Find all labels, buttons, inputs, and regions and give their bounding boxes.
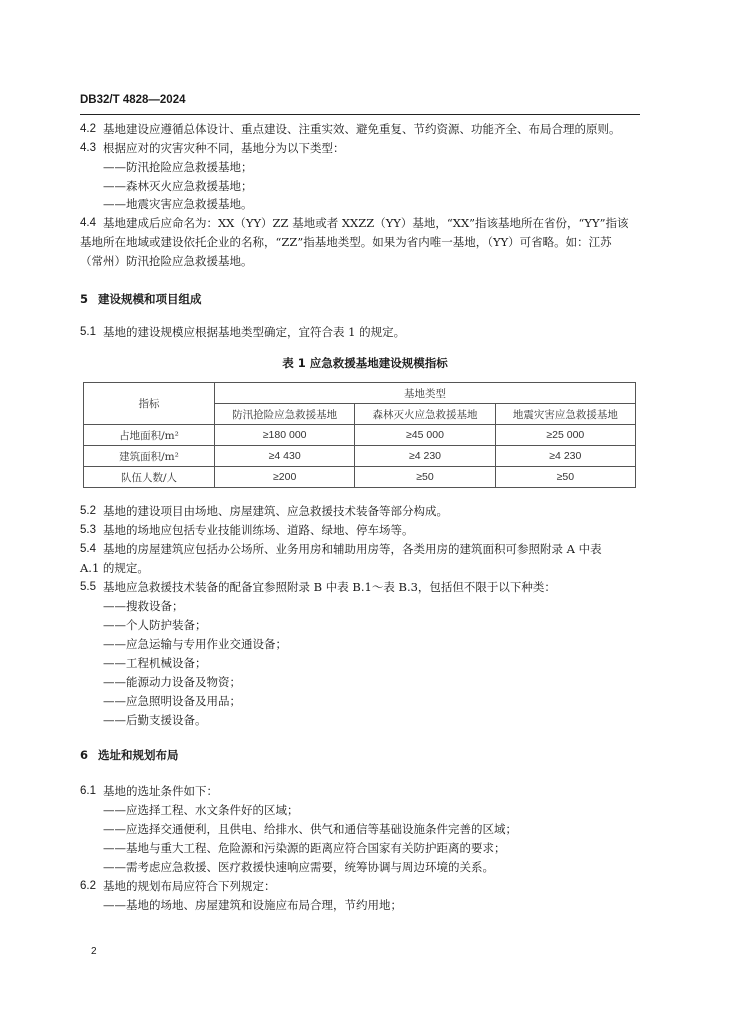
list-item: ——能源动力设备及物资； (103, 675, 241, 689)
clause-4-2-number: 4.2 (80, 123, 96, 135)
list-item: ——应选择交通便利，且供电、给排水、供气和通信等基础设施条件完善的区域； (103, 822, 517, 836)
table-cell: ≥45 000 (355, 425, 495, 446)
table-cell: ≥50 (495, 467, 635, 488)
list-item: ——地震灾害应急救援基地。 (103, 197, 253, 211)
list-item: ——基地的场地、房屋建筑和设施应布局合理，节约用地； (103, 898, 402, 912)
list-item: ——应选择工程、水文条件好的区域； (103, 803, 299, 817)
table-header-type-flood: 防汛抢险应急救援基地 (215, 404, 355, 425)
clause-6-1-text: 基地的选址条件如下： (103, 784, 218, 798)
table-header-type-forest: 森林灭火应急救援基地 (355, 404, 495, 425)
clause-5-3-text: 基地的场地应包括专业技能训练场、道路、绿地、停车场等。 (103, 523, 414, 537)
table-row-label: 队伍人数/人 (84, 467, 215, 488)
list-item: ——应急运输与专用作业交通设备； (103, 637, 287, 651)
list-item: ——森林灭火应急救援基地； (103, 179, 253, 193)
table-row-label: 建筑面积/m² (84, 446, 215, 467)
clause-5-3-number: 5.3 (80, 524, 96, 536)
list-item: ——后勤支援设备。 (103, 713, 207, 727)
list-item: ——搜救设备； (103, 599, 184, 613)
clause-6-1-number: 6.1 (80, 785, 96, 797)
scale-table (83, 382, 636, 488)
clause-5-2-number: 5.2 (80, 505, 96, 517)
table-cell: ≥4 430 (215, 446, 355, 467)
table-1-title: 表 1 应急救援基地建设规模指标 (282, 356, 448, 370)
table-header-base-type: 基地类型 (215, 383, 636, 404)
clause-6-2-text: 基地的规划布局应符合下列规定： (103, 879, 276, 893)
table-header-type-earthquake: 地震灾害应急救援基地 (495, 404, 635, 425)
table-cell: ≥50 (355, 467, 495, 488)
clause-5-2-text: 基地的建设项目由场地、房屋建筑、应急救援技术装备等部分构成。 (103, 504, 448, 518)
table-header-indicator: 指标 (84, 383, 215, 425)
section-6-number: 6 (80, 748, 89, 762)
clause-5-5-number: 5.5 (80, 581, 96, 593)
list-item: ——基地与重大工程、危险源和污染源的距离应符合国家有关防护距离的要求； (103, 841, 506, 855)
clause-5-5-text: 基地应急救援技术装备的配备宜参照附录 B 中表 B.1～表 B.3，包括但不限于以下种类： (103, 580, 556, 594)
clause-4-4-line-2: 基地所在地域或建设依托企业的名称，“ZZ”指基地类型。如果为省内唯一基地，（YY）可省略。如：江苏 (80, 235, 612, 249)
table-cell: ≥200 (215, 467, 355, 488)
clause-5-1-number: 5.1 (80, 326, 96, 338)
list-item: ——个人防护装备； (103, 618, 207, 632)
clause-6-2-number: 6.2 (80, 880, 96, 892)
clause-4-3-text: 根据应对的灾害灾种不同，基地分为以下类型： (103, 141, 345, 155)
table-cell: ≥4 230 (495, 446, 635, 467)
clause-5-4-line-1: 基地的房屋建筑应包括办公场所、业务用房和辅助用房等，各类用房的建筑面积可参照附录 A 中表 (103, 542, 602, 556)
document-code: DB32/T 4828—2024 (80, 94, 186, 106)
clause-5-1-text: 基地的建设规模应根据基地类型确定，宜符合表 1 的规定。 (103, 325, 406, 339)
table-row-label: 占地面积/m² (84, 425, 215, 446)
header-rule (80, 114, 640, 115)
list-item: ——工程机械设备； (103, 656, 207, 670)
list-item: ——需考虑应急救援、医疗救援快速响应需要，统筹协调与周边环境的关系。 (103, 860, 494, 874)
clause-5-4-line-2: A.1 的规定。 (80, 561, 149, 575)
section-5-heading: 建设规模和项目组成 (98, 292, 202, 306)
list-item: ——应急照明设备及用品； (103, 694, 241, 708)
section-6-heading: 选址和规划布局 (98, 748, 179, 762)
clause-4-4-line-3: （常州）防汛抢险应急救援基地。 (80, 254, 253, 268)
clause-4-4-line-1: 基地建成后应命名为：XX（YY）ZZ 基地或者 XXZZ（YY）基地，“XX”指该基地所在省份，“YY”指该 (103, 216, 629, 230)
section-5-number: 5 (80, 292, 89, 306)
table-cell: ≥25 000 (495, 425, 635, 446)
table-cell: ≥180 000 (215, 425, 355, 446)
table-row (84, 425, 636, 446)
table-cell: ≥4 230 (355, 446, 495, 467)
clause-4-4-number: 4.4 (80, 217, 96, 229)
table-row (84, 446, 636, 467)
list-item: ——防汛抢险应急救援基地； (103, 160, 253, 174)
clause-4-2-text: 基地建设应遵循总体设计、重点建设、注重实效、避免重复、节约资源、功能齐全、布局合理的原则。 (103, 122, 621, 136)
clause-4-3-number: 4.3 (80, 142, 96, 154)
table-row (84, 467, 636, 488)
clause-5-4-number: 5.4 (80, 543, 96, 555)
page-number: 2 (91, 946, 97, 957)
